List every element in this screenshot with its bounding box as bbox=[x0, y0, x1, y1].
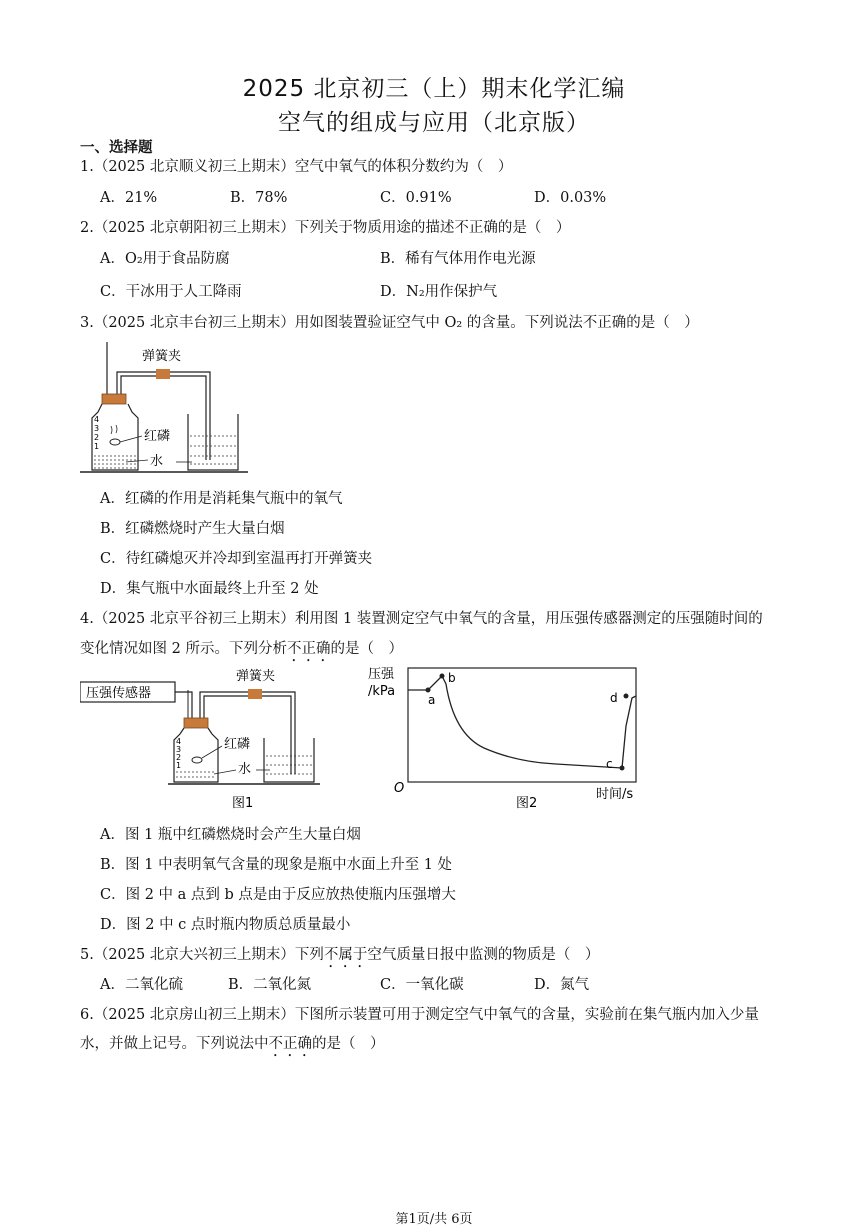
q1-option-a: A．21% bbox=[100, 190, 158, 206]
point-b bbox=[440, 674, 445, 679]
figure-2-caption: 图2 bbox=[516, 796, 538, 811]
question-4-stem-line1: 4.（2025 北京平谷初三上期末）利用图 1 装置测定空气中氧气的含量，用压强传感器测定的压强随时间的 bbox=[80, 611, 763, 627]
q3-beaker bbox=[188, 414, 238, 470]
svg-text:4: 4 bbox=[176, 737, 182, 746]
q2-option-b: B．稀有气体用作电光源 bbox=[380, 251, 536, 267]
point-c bbox=[620, 766, 625, 771]
question-6-stem-line1: 6.（2025 北京房山初三上期末）下图所示装置可用于测定空气中氧气的含量，实验前在集气瓶内加入少量 bbox=[80, 1007, 759, 1023]
q4-option-d: D．图 2 中 c 点时瓶内物质总质量最小 bbox=[100, 917, 351, 933]
q1-option-d: D．0.03% bbox=[534, 190, 607, 206]
q4-emphasis: 不正确 bbox=[286, 641, 331, 657]
svg-text:d: d bbox=[610, 691, 618, 705]
q1-option-c: C．0.91% bbox=[380, 190, 452, 206]
fig2-origin: O bbox=[394, 781, 405, 796]
svg-text:压强传感器: 压强传感器 bbox=[86, 686, 152, 701]
svg-text:c: c bbox=[606, 757, 613, 771]
svg-text:1: 1 bbox=[176, 761, 182, 770]
q3-apparatus-figure bbox=[80, 338, 260, 478]
svg-text:3: 3 bbox=[176, 745, 182, 754]
q2-option-a: A．O₂用于食品防腐 bbox=[100, 251, 230, 267]
figure-1-caption: 图1 bbox=[232, 796, 254, 811]
doc-title-line1: 2025 北京初三（上）期末化学汇编 bbox=[242, 76, 626, 102]
q4-beaker bbox=[264, 738, 314, 782]
q6-emphasis: 不正确 bbox=[268, 1036, 312, 1052]
page-footer: 第1页/共 6页 bbox=[395, 1212, 473, 1227]
question-2-stem: 2.（2025 北京朝阳初三上期末）下列关于物质用途的描述不正确的是（ ） bbox=[80, 220, 571, 236]
doc-title-line2: 空气的组成与应用（北京版） bbox=[278, 110, 590, 136]
svg-text:2: 2 bbox=[176, 753, 182, 762]
point-d bbox=[624, 694, 629, 699]
fig2-ylabel-1: 压强 bbox=[368, 667, 395, 682]
question-6-stem-line2: 水，并做上记号。下列说法中不正确的是（ ） bbox=[80, 1036, 385, 1052]
q1-option-b: B．78% bbox=[230, 190, 288, 206]
q3-option-a: A．红磷的作用是消耗集气瓶中的氧气 bbox=[100, 491, 343, 507]
svg-text:红磷: 红磷 bbox=[144, 429, 171, 444]
q4-option-c: C．图 2 中 a 点到 b 点是由于反应放热使瓶内压强增大 bbox=[100, 887, 456, 903]
svg-text:2: 2 bbox=[94, 433, 100, 442]
q4-option-b: B．图 1 中表明氧气含量的现象是瓶中水面上升至 1 处 bbox=[100, 857, 453, 873]
svg-text:水: 水 bbox=[150, 454, 164, 469]
fig2-xlabel: 时间/s bbox=[596, 787, 634, 802]
svg-text:1: 1 bbox=[94, 442, 100, 451]
q2-option-c: C．干冰用于人工降雨 bbox=[100, 284, 242, 300]
q3-stopper bbox=[102, 394, 126, 404]
svg-text:水: 水 bbox=[238, 762, 252, 777]
q5-emphasis: 不属于 bbox=[323, 947, 368, 963]
question-4-stem-line2: 变化情况如图 2 所示。下列分析不正确的是（ ） bbox=[80, 641, 403, 657]
q4-figure-1 bbox=[80, 662, 330, 812]
svg-text:弹簧夹: 弹簧夹 bbox=[236, 669, 276, 684]
q4-clamp-icon bbox=[248, 689, 262, 699]
q4-figure-2-pressure-plot bbox=[366, 662, 656, 812]
q3-option-b: B．红磷燃烧时产生大量白烟 bbox=[100, 521, 285, 537]
question-5-stem: 5.（2025 北京大兴初三上期末）下列不属于空气质量日报中监测的物质是（ ） bbox=[80, 947, 600, 963]
svg-text:4: 4 bbox=[94, 415, 100, 424]
fig2-ylabel-2: /kPa bbox=[368, 684, 396, 699]
svg-text:弹簧夹: 弹簧夹 bbox=[142, 349, 182, 364]
question-1-stem: 1.（2025 北京顺义初三上期末）空气中氧气的体积分数约为（ ） bbox=[80, 159, 513, 175]
svg-text:b: b bbox=[448, 671, 456, 685]
svg-text:红磷: 红磷 bbox=[224, 737, 251, 752]
q5-option-d: D．氮气 bbox=[534, 977, 590, 993]
question-3-stem: 3.（2025 北京丰台初三上期末）用如图装置验证空气中 O₂ 的含量。下列说法不正确的是（ ） bbox=[80, 315, 699, 331]
svg-text:3: 3 bbox=[94, 424, 100, 433]
q3-option-d: D．集气瓶中水面最终上升至 2 处 bbox=[100, 581, 319, 597]
q2-option-d: D．N₂用作保护气 bbox=[380, 284, 498, 300]
q4-option-a: A．图 1 瓶中红磷燃烧时会产生大量白烟 bbox=[100, 827, 361, 843]
svg-text:a: a bbox=[428, 693, 436, 707]
q3-option-c: C．待红磷熄灭并冷却到室温再打开弹簧夹 bbox=[100, 551, 373, 567]
point-a bbox=[426, 688, 431, 693]
q5-option-b: B．二氧化氮 bbox=[228, 977, 312, 993]
q3-clamp-icon bbox=[156, 369, 170, 379]
q5-option-a: A．二氧化硫 bbox=[100, 977, 183, 993]
q5-option-c: C．一氧化碳 bbox=[380, 977, 464, 993]
section-heading: 一、选择题 bbox=[80, 140, 153, 156]
